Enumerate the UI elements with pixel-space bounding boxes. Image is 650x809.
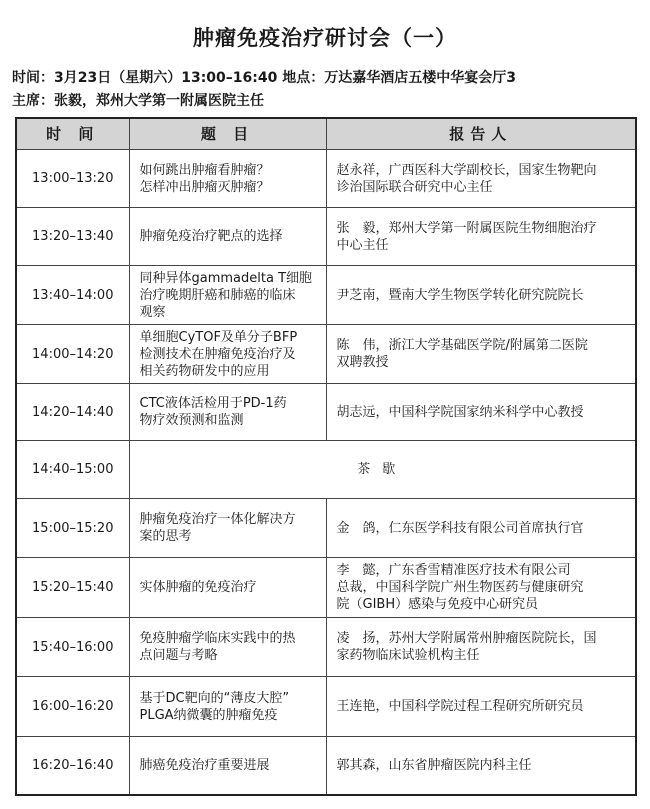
speaker-cell: [326, 150, 636, 208]
topic-line: 如何跳出肿瘤看肿瘤？: [139, 162, 270, 178]
speaker-line: 尹芝南，暨南大学生物医学转化研究院院长: [336, 287, 584, 303]
speaker-cell: [326, 499, 636, 558]
topic-line: 同种异体gammadelta T细胞: [139, 270, 313, 286]
table-header-row: [16, 118, 636, 150]
topic-line: 肿瘤免疫治疗一体化解决方: [139, 512, 296, 527]
topic-line: 案的思考: [139, 529, 192, 544]
page-title: 肿瘤免疫治疗研讨会（一）: [193, 26, 457, 50]
time-cell: 15:40–16:00: [16, 618, 129, 677]
speaker-cell: [326, 208, 636, 266]
header-time: 时 间: [16, 118, 129, 150]
time-cell: 14:00–14:20: [16, 325, 129, 384]
speaker-cell: [326, 558, 636, 618]
speaker-cell: [326, 325, 636, 384]
topic-line: 实体肿瘤的免疫治疗: [139, 580, 257, 595]
time-cell: 14:20–14:40: [16, 384, 129, 441]
time-cell: 15:00–15:20: [16, 499, 129, 558]
time-cell: 14:40–15:00: [16, 441, 129, 499]
time-cell: 15:20–15:40: [16, 558, 129, 618]
speaker-line: 金 鸽，仁东医学科技有限公司首席执行官: [336, 520, 584, 536]
time-cell: 13:20–13:40: [16, 208, 129, 266]
topic-line: 肿瘤免疫治疗靶点的选择: [139, 229, 283, 244]
table-row: [16, 677, 636, 737]
time-cell: 13:00–13:20: [16, 150, 129, 208]
table-row: [16, 499, 636, 558]
topic-line: 物疗效预测和监测: [139, 413, 244, 428]
table-row: [16, 325, 636, 384]
speaker-cell: [326, 618, 636, 677]
speaker-cell: [326, 677, 636, 737]
time-cell: 16:00–16:20: [16, 677, 129, 737]
speaker-cell: [326, 737, 636, 795]
table-row: [16, 384, 636, 441]
topic-line: 怎样冲出肿瘤灭肿瘤？: [139, 179, 270, 195]
topic-cell: [129, 499, 326, 558]
topic-line: 治疗晚期肝癌和肺癌的临床: [139, 287, 296, 303]
topic-line: PLGA纳微囊的肿瘤免疫: [139, 707, 278, 723]
header-speaker: 报告人: [326, 118, 636, 150]
topic-cell: [129, 208, 326, 266]
topic-line: 肺癌免疫治疗重要进展: [139, 757, 270, 773]
topic-line: 点问题与考略: [139, 648, 218, 663]
table-row-break: [16, 441, 636, 499]
topic-line: 基于DC靶向的“薄皮大腔”: [139, 690, 290, 706]
speaker-line: 院（GIBH）感染与免疫中心研究员: [336, 597, 539, 612]
topic-cell: [129, 558, 326, 618]
table-row: [16, 150, 636, 208]
header-topic: 题 目: [129, 118, 326, 150]
speaker-line: 诊治国际联合研究中心主任: [336, 179, 493, 195]
speaker-line: 凌 扬，苏州大学附属常州肿瘤医院院长，国: [336, 631, 597, 646]
topic-line: 单细胞CyTOF及单分子BFP: [139, 329, 298, 345]
speaker-line: 郭其森，山东省肿瘤医院内科主任: [336, 757, 532, 773]
speaker-line: 赵永祥，广西医科大学副校长，国家生物靶向: [336, 162, 597, 178]
table-row: [16, 558, 636, 618]
speaker-line: 中心主任: [336, 237, 389, 253]
topic-cell: [129, 384, 326, 441]
speaker-cell: [326, 384, 636, 441]
table-row: [16, 737, 636, 795]
table-row: [16, 618, 636, 677]
topic-line: 检测技术在肿瘤免疫治疗及: [139, 346, 296, 362]
topic-cell: [129, 266, 326, 325]
speaker-line: 家药物临床试验机构主任: [336, 648, 480, 663]
tea-break-cell: 茶歇: [129, 441, 636, 499]
table-row: [16, 266, 636, 325]
time-cell: 16:20–16:40: [16, 737, 129, 795]
speaker-line: 胡志远，中国科学院国家纳米科学中心教授: [336, 404, 584, 420]
topic-cell: [129, 677, 326, 737]
speaker-line: 陈 伟，浙江大学基础医学院/附属第二医院: [336, 338, 588, 353]
time-location-line: 时间：3月23日（星期六）13:00–16:40 地点：万达嘉华酒店五楼中华宴会厅3: [12, 70, 516, 86]
speaker-line: 双聘教授: [336, 355, 389, 370]
speaker-line: 李 懿，广东香雪精准医疗技术有限公司: [336, 563, 571, 578]
speaker-line: 总裁，中国科学院广州生物医药与健康研究: [336, 580, 584, 595]
speaker-cell: [326, 266, 636, 325]
speaker-line: 王连艳，中国科学院过程工程研究所研究员: [336, 699, 584, 714]
topic-cell: [129, 618, 326, 677]
speaker-line: 张 毅，郑州大学第一附属医院生物细胞治疗: [336, 220, 597, 236]
topic-line: 观察: [139, 304, 166, 320]
topic-line: CTC液体活检用于PD-1药: [139, 396, 287, 411]
topic-cell: [129, 150, 326, 208]
chair-line: 主席：张毅，郑州大学第一附属医院主任: [12, 93, 264, 109]
schedule-table: [15, 117, 637, 796]
time-cell: 13:40–14:00: [16, 266, 129, 325]
topic-line: 相关药物研发中的应用: [139, 363, 270, 379]
topic-cell: [129, 737, 326, 795]
table-row: [16, 208, 636, 266]
topic-line: 免疫肿瘤学临床实践中的热: [139, 631, 296, 646]
topic-cell: [129, 325, 326, 384]
